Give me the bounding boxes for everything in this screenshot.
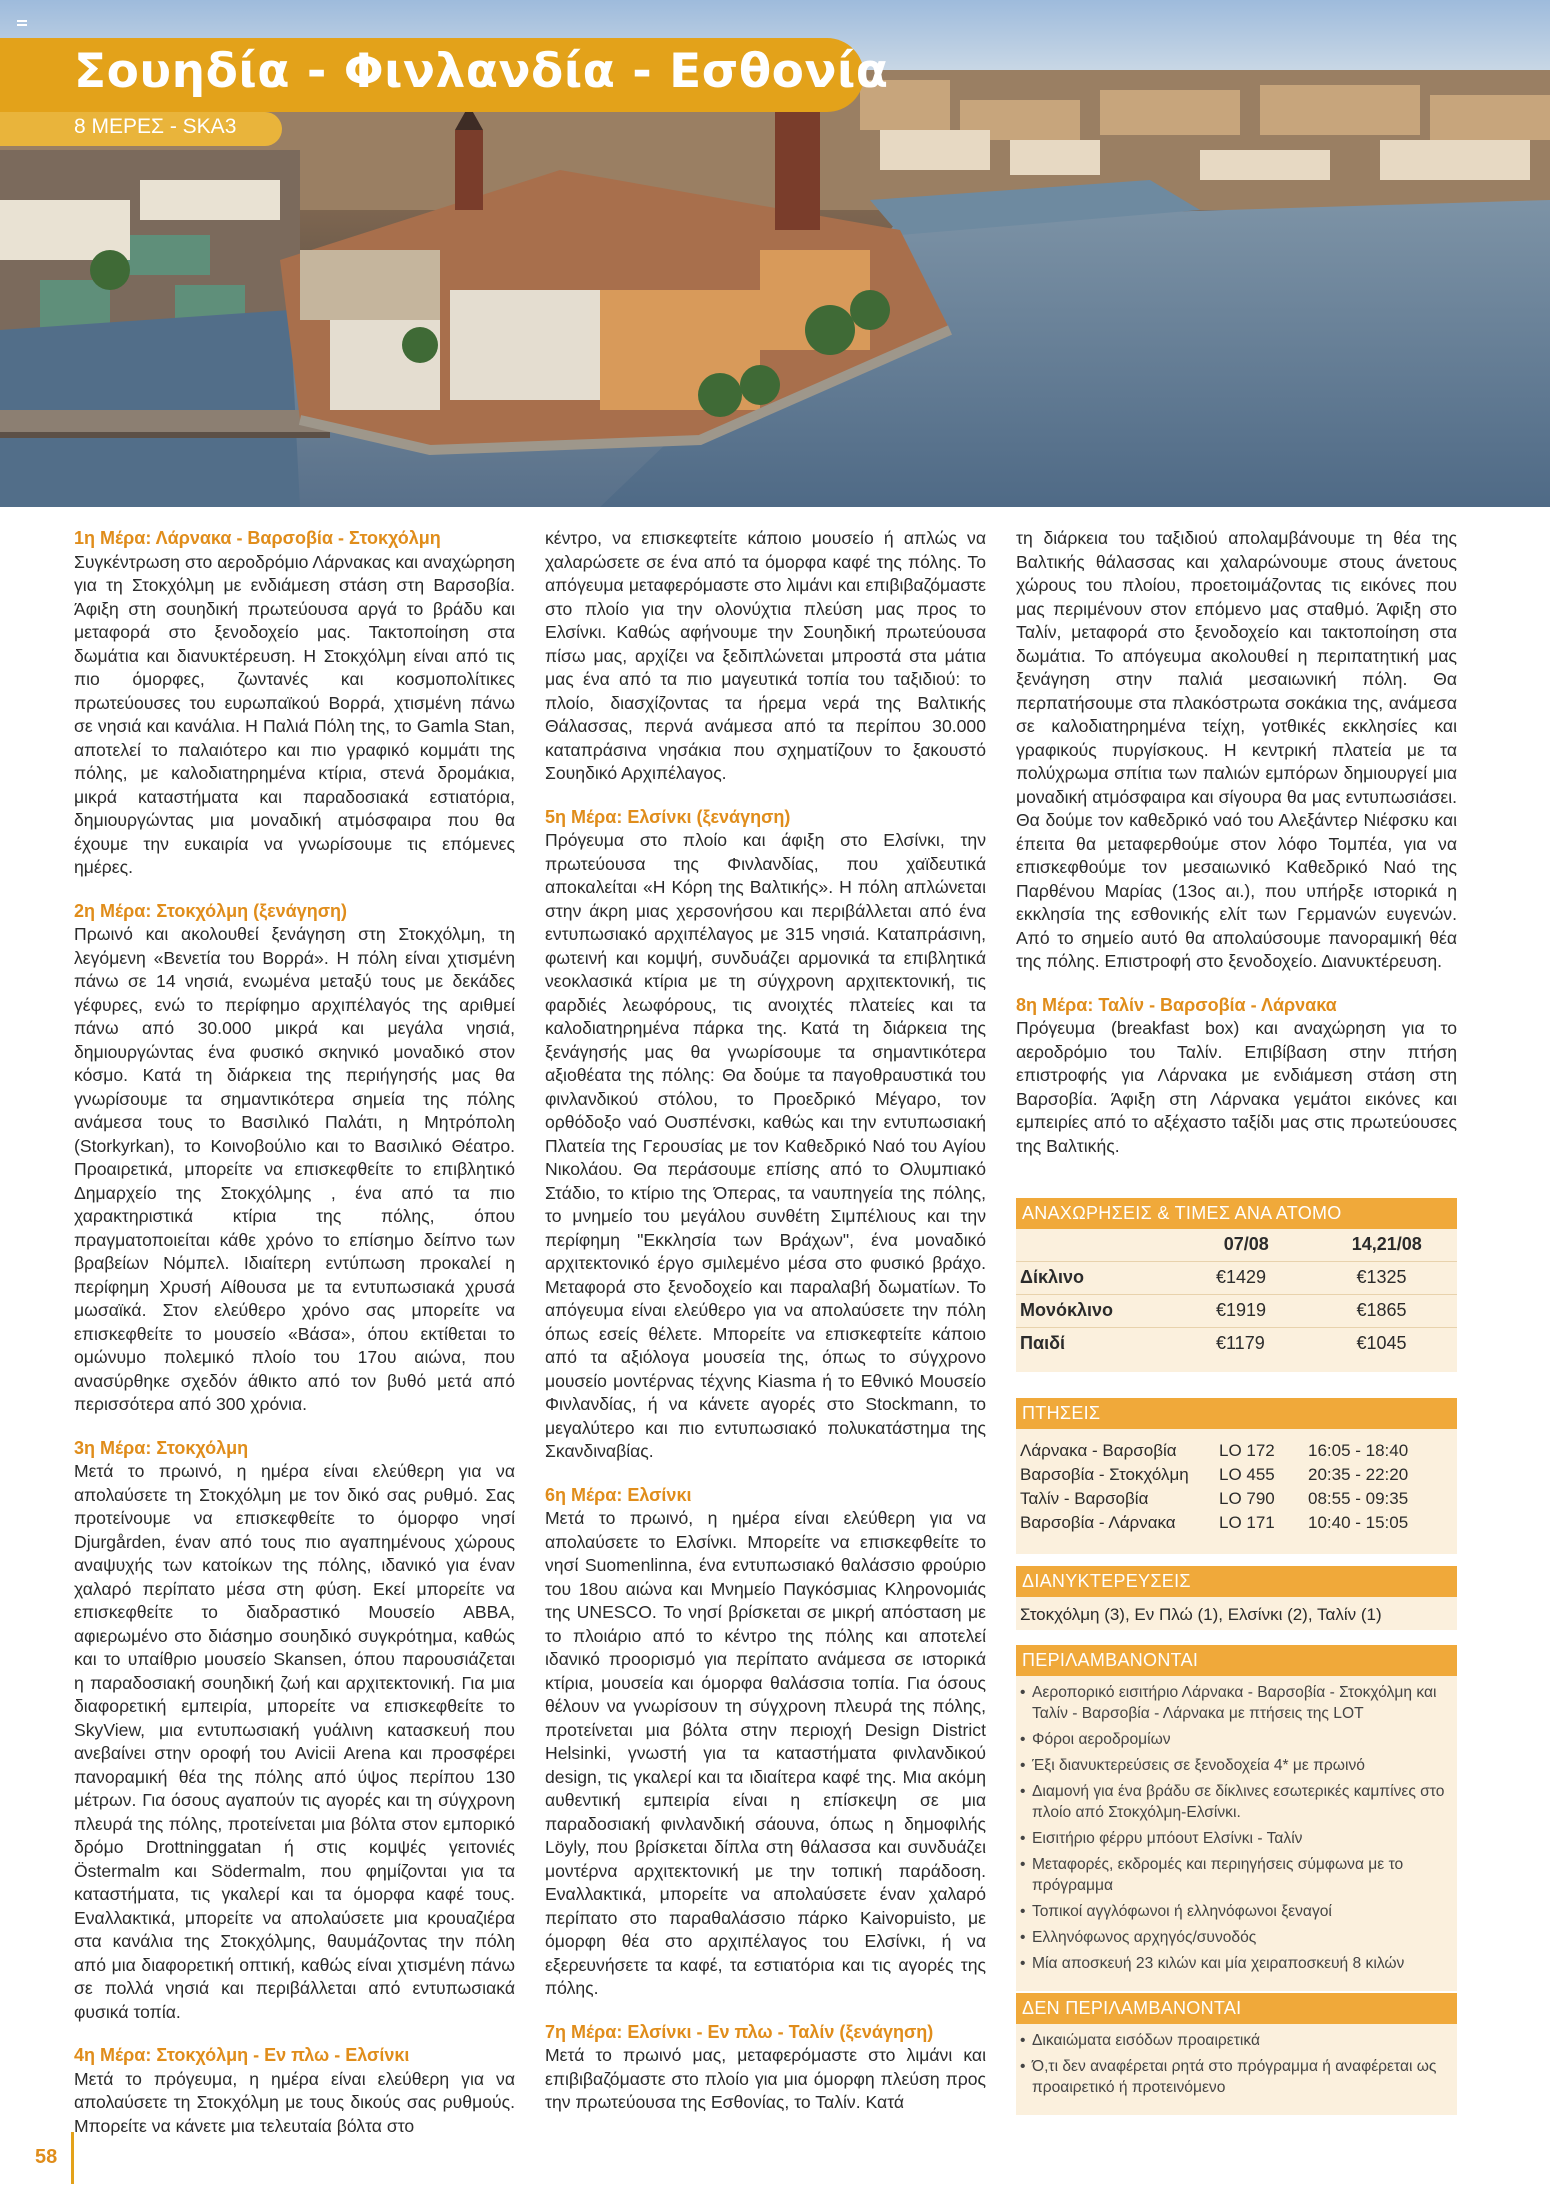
room-type: Μονόκλινο	[1016, 1294, 1176, 1327]
flight-code: LO 171	[1219, 1513, 1275, 1532]
day-8-title: 8η Μέρα: Ταλίν - Βαρσοβία - Λάρνακα	[1016, 994, 1337, 1015]
excludes-box	[1016, 1993, 1457, 2115]
list-item: • Διαμονή για ένα βράδυ σε δίκλινες εσωτερικές καμπίνες στο πλοίο από Στοκχόλμη-Ελσίνκι.	[1020, 1781, 1453, 1823]
overnights-heading: ΔΙΑΝΥΚΤΕΡΕΥΣΕΙΣ	[1016, 1566, 1457, 1597]
prices-heading: ΑΝΑΧΩΡΗΣΕΙΣ & ΤΙΜΕΣ ΑΝΑ ΑΤΟΜΟ	[1016, 1198, 1457, 1229]
list-item: • Αεροπορικό εισιτήριο Λάρνακα - Βαρσοβία - Στοκχόλμη και Ταλίν - Βαρσοβία - Λάρνακα με πτήσεις της LOT	[1020, 1682, 1453, 1724]
menu-icon[interactable]	[17, 20, 27, 28]
day-3-text: Μετά το πρωινό, η ημέρα είναι ελεύθερη για να απολαύσετε τη Στοκχόλμη με τον δικό σας ρυθμό. Σας προτείνουμε να επισκεφθείτε το όμορφο νησί Djurgården, έναν από τους πιο αγαπημένους χώρους αναψυχής των κατοίκων της πόλης, ιδανικό για έναν χαλαρό περίπατο μέσα στη φύση. Εκεί μπορείτε να επισκεφθείτε το διαδραστικό Μουσείο ABBA, αφιερωμένο στο διάσημο σουηδικό συγκρότημα, καθώς και το υπαίθριο μουσείο Skansen, όπου παρουσιάζεται η παραδοσιακή σουηδική ζωή και αρχιτεκτονική. Για μια διαφορετική εμπειρία, μπορείτε να επισκεφθείτε το SkyView, μια εντυπωσιακή γυάλινη κατασκευή που ανεβαίνει στην οροφή του Avicii Arena και προσφέρει πανοραμική θέα της πόλης από ύψος περίπου 130 μέτρων. Για όσους αγαπούν τις αγορές και τη σύγχρονη πλευρά της πόλης, προτείνεται μια βόλτα στον εμπορικό δρόμο Drottninggatan ή στις κομψές γειτονιές Östermalm και Södermalm, που φημίζονται για τα καταστήματα, τις γκαλερί και τα όμορφα καφέ τους. Εναλλακτικά, μπορείτε να απολαύσετε μια κρουαζιέρα στα κανάλια της Στοκχόλμης, θαυμάζοντας την πόλη από μια διαφορετική οπτική, καθώς είναι χτισμένη πάνω σε πολλά νησιά και περιβάλλεται από εντυπωσιακά φυσικά τοπία.	[74, 1461, 515, 2022]
flight-route: Βαρσοβία - Στοκχόλμη	[1020, 1465, 1189, 1484]
flight-time: 16:05 - 18:40	[1308, 1441, 1409, 1460]
day-1-title: 1η Μέρα: Λάρνακα - Βαρσοβία - Στοκχόλμη	[74, 528, 441, 548]
flight-row	[1016, 1511, 1457, 1535]
flight-code: LO 455	[1219, 1465, 1275, 1484]
list-item: • Φόροι αεροδρομίων	[1020, 1729, 1453, 1750]
day-3-title: 3η Μέρα: Στοκχόλμη	[74, 1437, 249, 1458]
price-cell: €1045	[1317, 1327, 1458, 1360]
price-cell: €1325	[1317, 1261, 1458, 1294]
list-item: • Μεταφορές, εκδρομές και περιηγήσεις σύμφωνα με το πρόγραμμα	[1020, 1854, 1453, 1896]
price-col-header: 07/08	[1223, 1234, 1269, 1255]
excludes-heading: ΔΕΝ ΠΕΡΙΛΑΜΒΑΝΟΝΤΑΙ	[1016, 1993, 1457, 2024]
table-row	[1016, 1261, 1457, 1294]
overnights-box	[1016, 1566, 1457, 1630]
list-item: • Έξι διανυκτερεύσεις σε ξενοδοχεία 4* με πρωινό	[1020, 1755, 1453, 1776]
trip-code: 8 ΜΕΡΕΣ - SKA3	[74, 115, 237, 138]
list-item: • Εισιτήριο φέρρυ μπόουτ Ελσίνκι - Ταλίν	[1020, 1828, 1453, 1849]
list-item: • Ελληνόφωνος αρχηγός/συνοδός	[1020, 1927, 1453, 1948]
excludes-list	[1016, 2024, 1457, 2098]
list-item: • Δικαιώματα εισόδων προαιρετικά	[1020, 2030, 1453, 2051]
day-7-text-part2: τη διάρκεια του ταξιδιού απολαμβάνουμε τη θέα της Βαλτικής θάλασσας και χαλαρώνουμε στους άνετους χώρους του πλοίου, προετοιμάζοντας τις εικόνες που μας περιμένουν στον επόμενο μας σταθμό. Άφιξη στο Ταλίν, μεταφορά στο ξενοδοχείο και τακτοποίηση στα δωμάτια. Το απόγευμα ακολουθεί η περιπατητική μας ξενάγηση στην παλιά μεσαιωνική πόλη. Θα περπατήσουμε στα πλακόστρωτα σοκάκια της, ανάμεσα σε καλοδιατηρημένα τείχη, γοτθικές εκκλησίες και γραφικούς πυργίσκους. Η κεντρική πλατεία με τα πολύχρωμα σπίτια των παλιών εμπόρων δημιουργεί μια μοναδική ατμόσφαιρα και σίγουρα θα μας εντυπωσιάσει. Θα δούμε τον καθεδρικό ναό του Αλεξάντερ Νιέφσκυ και έπειτα θα μεταφερθούμε στον λόφο Τομπέα, για να επισκεφθούμε τον μεσαιωνικό Καθεδρικό Ναό της Παρθένου Μαρίας (13ος αι.), που υπήρξε ιστορικά η εκκλησία της εσθονικής ελίτ των Γερμανών ευγενών. Από το σημείο αυτό θα απολαύσουμε πανοραμική θέα της πόλης. Επιστροφή στο ξενοδοχείο. Διανυκτέρευση.	[1016, 528, 1457, 971]
page-number: 58	[35, 2146, 58, 2168]
list-item: • Μία αποσκευή 23 κιλών και μία χειραποσκευή 8 κιλών	[1020, 1953, 1453, 1974]
page-number-divider	[71, 2132, 74, 2184]
day-1-text: Συγκέντρωση στο αεροδρόμιο Λάρνακας και αναχώρηση για τη Στοκχόλμη με ενδιάμεση στάση στη Βαρσοβία. Άφιξη στη σουηδική πρωτεύουσα αργά το βράδυ και μεταφορά στο ξενοδοχείο μας. Τακτοποίηση στα δωμάτια και διανυκτέρευση. Η Στοκχόλμη είναι από τις πιο όμορφες, ζωντανές και κοσμοπολίτικες πρωτεύουσες του ευρωπαϊκού Βορρά, χτισμένη πάνω σε νησιά και κανάλια. Η Παλιά Πόλη της, το Gamla Stan, αποτελεί το παλαιότερο και πιο γραφικό κομμάτι της πόλης, με καλοδιατηρημένα κτίρια, στενά δρομάκια, μικρά καταστήματα και παραδοσιακά εστιατόρια, δημιουργώντας μια μοναδική ατμόσφαιρα που θα έχουμε την ευκαιρία να γνωρίσουμε τις επόμενες ημέρες.	[74, 551, 515, 877]
flights-box	[1016, 1398, 1457, 1554]
flight-time: 08:55 - 09:35	[1308, 1489, 1409, 1508]
day-2-title: 2η Μέρα: Στοκχόλμη (ξενάγηση)	[74, 900, 348, 921]
itinerary-column-2	[545, 527, 986, 2115]
table-row	[1016, 1294, 1457, 1327]
day-7-text-part1: Μετά το πρωινό μας, μεταφερόμαστε στο λιμάνι και επιβιβαζόμαστε στο πλοίο για μια όμορφη πλεύση προς την πρωτεύουσα της Εσθονίας, το Ταλίν. Κατά	[545, 2045, 986, 2112]
list-item: • Τοπικοί αγγλόφωνοι ή ελληνόφωνοι ξεναγοί	[1020, 1901, 1453, 1922]
day-5-title: 5η Μέρα: Ελσίνκι (ξενάγηση)	[545, 806, 791, 827]
includes-heading: ΠΕΡΙΛΑΜΒΑΝΟΝΤΑΙ	[1016, 1645, 1457, 1676]
day-4-text-part1: Μετά το πρόγευμα, η ημέρα είναι ελεύθερη για να απολαύσετε τη Στοκχόλμη με τους δικούς σας ρυθμούς. Μπορείτε να κάνετε μια τελευταία βόλτα στο	[74, 2068, 515, 2136]
table-row	[1016, 1327, 1457, 1360]
day-5-text: Πρόγευμα στο πλοίο και άφιξη στο Ελσίνκι, την πρωτεύουσα της Φινλανδίας, που χαϊδευτικά αποκαλείται «Η Κόρη της Βαλτικής». Η πόλη απλώνεται στην άκρη μιας χερσονήσου και περιβάλλεται από ένα εντυπωσιακό αρχιπέλαγος με 315 νησιά. Καταπράσινη, φωτεινή και κομψή, συνδυάζει αρμονικά τα επιβλητικά νεοκλασικά κτίρια με τη σύγχρονη αρχιτεκτονική, τις φαρδιές λεωφόρους, τις ανοιχτές πλατείες και τα καλοδιατηρημένα πάρκα της. Κατά τη διάρκεια της ξενάγησής μας θα γνωρίσουμε τα σημαντικότερα αξιοθέατα της πόλης: Θα δούμε τα παγοθραυστικά του φινλανδικού στόλου, το Προεδρικό Μέγαρο, τον ορθόδοξο ναό Ουσπένσκι, καθώς και την εντυπωσιακή Πλατεία της Γερουσίας με τον Καθεδρικό Ναό του Αγίου Νικολάου. Θα περάσουμε επίσης από το Ολυμπιακό Στάδιο, το κτίριο της Όπερας, τα ναυπηγεία της πόλης, το μνημείο του μεγάλου συνθέτη Σιμπέλιους και την περίφημη "Εκκλησία των Βράχων", ένα μοναδικό αρχιτεκτονικό έργο σμιλεμένο μέσα στο φυσικό βράχο. Μεταφορά στο ξενοδοχείο και παραλαβή δωματίων. Το απόγευμα είναι ελεύθερο για να απολαύσετε την πόλη όπως εσείς θέλετε. Μπορείτε να επισκεφτείτε κάποιο από τα αξιόλογα μουσεία της, όπως το σύγχρονο μουσείο μοντέρνας τέχνης Kiasma ή το Εθνικό Μουσείο Φινλανδίας, ή να κάνετε αγορές στο Stockmann, το μεγαλύτερο και πιο εντυπωσιακό πολυκατάστημα της Σκανδιναβίας.	[545, 830, 986, 1461]
day-4-text-part2: κέντρο, να επισκεφτείτε κάποιο μουσείο ή απλώς να χαλαρώσετε σε ένα από τα όμορφα καφέ της πόλης. Το απόγευμα μεταφερόμαστε στο λιμάνι και επιβιβαζόμαστε στο πλοίο για την ολονύχτια πλεύση μας προς το Ελσίνκι. Καθώς αφήνουμε την Σουηδική πρωτεύουσα πίσω μας, αρχίζει να ξεδιπλώνεται μπροστά στα μάτια μας ένα από τα πιο μαγευτικά τοπία του ταξιδιού: το πλοίο, διασχίζοντας τα ήρεμα νερά της Βαλτικής Θάλασσας, περνά ανάμεσα από τα περίπου 30.000 καταπράσινα νησάκια που σχηματίζουν το ξακουστό Σουηδικό Αρχιπέλαγος.	[545, 528, 986, 783]
prices-box	[1016, 1198, 1457, 1372]
flight-route: Ταλίν - Βαρσοβία	[1020, 1489, 1149, 1508]
includes-list	[1016, 1676, 1457, 1974]
itinerary-column-1	[74, 527, 515, 2138]
room-type: Παιδί	[1016, 1327, 1176, 1360]
day-4-title: 4η Μέρα: Στοκχόλμη - Εν πλω - Ελσίνκι	[74, 2045, 410, 2065]
flight-time: 20:35 - 22:20	[1308, 1465, 1409, 1484]
flight-code: LO 790	[1219, 1489, 1275, 1508]
day-8-text: Πρόγευμα (breakfast box) και αναχώρηση για το αεροδρόμιο του Ταλίν. Επιβίβαση στην πτήση επιστροφής για Λάρνακα με ενδιάμεση στάση στη Βαρσοβία. Άφιξη στη Λάρνακα γεμάτοι εικόνες και εμπειρίες από το αξέχαστο ταξίδι μας στις πρωτεύουσες της Βαλτικής.	[1016, 1018, 1457, 1156]
flight-row	[1016, 1439, 1457, 1463]
flights-heading: ΠΤΗΣΕΙΣ	[1016, 1398, 1457, 1429]
overnights-text: Στοκχόλμη (3), Εν Πλώ (1), Ελσίνκι (2), Ταλίν (1)	[1020, 1605, 1382, 1624]
flight-code: LO 172	[1219, 1441, 1275, 1460]
price-cell: €1429	[1176, 1261, 1317, 1294]
room-type: Δίκλινο	[1016, 1261, 1176, 1294]
price-col-header: 14,21/08	[1351, 1234, 1422, 1255]
price-cell: €1919	[1176, 1294, 1317, 1327]
flight-row	[1016, 1463, 1457, 1487]
flight-row	[1016, 1487, 1457, 1511]
price-cell: €1865	[1317, 1294, 1458, 1327]
price-cell: €1179	[1176, 1327, 1317, 1360]
day-6-text: Μετά το πρωινό, η ημέρα είναι ελεύθερη για να απολαύσετε το Ελσίνκι. Μπορείτε να επισκεφθείτε το νησί Suomenlinna, ένα εντυπωσιακό θαλάσσιο φρούριο του 18ου αιώνα και Μνημείο Παγκόσμιας Κληρονομιάς της UNESCO. Το νησί βρίσκεται σε μικρή απόσταση με το πλοιάριο από το κέντρο της πόλης και αποτελεί ιδανικό προορισμό για περίπατο ανάμεσα σε ιστορικά κτίρια, μουσεία και όμορφα θαλάσσια τοπία. Για όσους θέλουν να γνωρίσουν τη σύγχρονη πλευρά της πόλης, προτείνεται μια βόλτα στην περιοχή Design District Helsinki, γνωστή για τα καταστήματα φινλανδικού design, τις γκαλερί και τα ιδιαίτερα καφέ της. Μια ακόμη αυθεντική εμπειρία είναι η επίσκεψη σε μια παραδοσιακή φινλανδική σάουνα, όπως η δημοφιλής Löyly, που βρίσκεται δίπλα στη θάλασσα και συνδυάζει μοντέρνα αρχιτεκτονική με την τοπική παράδοση. Εναλλακτικά, μπορείτε να απολαύσετε έναν χαλαρό περίπατο στο παραθαλάσσιο πάρκο Kaivopuisto, με όμορφη θέα στο αρχιπέλαγος του Ελσίνκι, ή να εξερευνήσετε τα καφέ, τα εστιατόρια και τις αγορές της πόλης.	[545, 1508, 986, 1998]
flight-route: Βαρσοβία - Λάρνακα	[1020, 1513, 1176, 1532]
list-item: • Ό,τι δεν αναφέρεται ρητά στο πρόγραμμα ή αναφέρεται ως προαιρετικό ή προτεινόμενο	[1020, 2056, 1453, 2098]
day-2-text: Πρωινό και ακολουθεί ξενάγηση στη Στοκχόλμη, τη λεγόμενη «Βενετία του Βορρά». Η πόλη είναι χτισμένη πάνω σε 14 νησιά, ενωμένα μεταξύ τους με δεκάδες γέφυρες, ενώ το περίφημο αρχιπέλαγός της αριθμεί πάνω από 30.000 μικρά και μεγάλα νησιά, δημιουργώντας ένα φυσικό σκηνικό μοναδικό στον κόσμο. Κατά τη διάρκεια της περιήγησής μας θα γνωρίσουμε τα σημαντικότερα σημεία της πόλης ανάμεσα τους το Βασιλικό Παλάτι, η Μητρόπολη (Storkyrkan), το Κοινοβούλιο και το Βασιλικό Θέατρο. Προαιρετικά, μπορείτε να επισκεφθείτε το επιβλητικό Δημαρχείο της Στοκχόλμης , ένα από τα πιο χαρακτηριστικά κτίρια της πόλης, όπου πραγματοποιείται κάθε χρόνο το επίσημο δείπνο των βραβείων Νόμπελ. Ιδιαίτερη εντύπωση προκαλεί η περίφημη Χρυσή Αίθουσα με τα εντυπωσιακά χρυσά μωσαϊκά. Στον ελεύθερο χρόνο σας μπορείτε να επισκεφθείτε το μουσείο «Βάσα», όπου εκτίθεται το ομώνυμο πολεμικό πλοίο του 17ου αιώνα, που ανασύρθηκε σχεδόν άθικτο από τον βυθό μετά από περισσότερα από 300 χρόνια.	[74, 924, 515, 1414]
includes-box	[1016, 1645, 1457, 1991]
page-title: Σουηδία - Φινλανδία - Εσθονία	[74, 44, 889, 99]
day-6-title: 6η Μέρα: Ελσίνκι	[545, 1484, 692, 1505]
itinerary-column-3	[1016, 527, 1457, 1158]
day-7-title: 7η Μέρα: Ελσίνκι - Εν πλω - Ταλίν (ξενάγηση)	[545, 2021, 934, 2042]
price-table	[1016, 1229, 1457, 1360]
flight-time: 10:40 - 15:05	[1308, 1513, 1409, 1532]
flight-route: Λάρνακα - Βαρσοβία	[1020, 1441, 1177, 1460]
